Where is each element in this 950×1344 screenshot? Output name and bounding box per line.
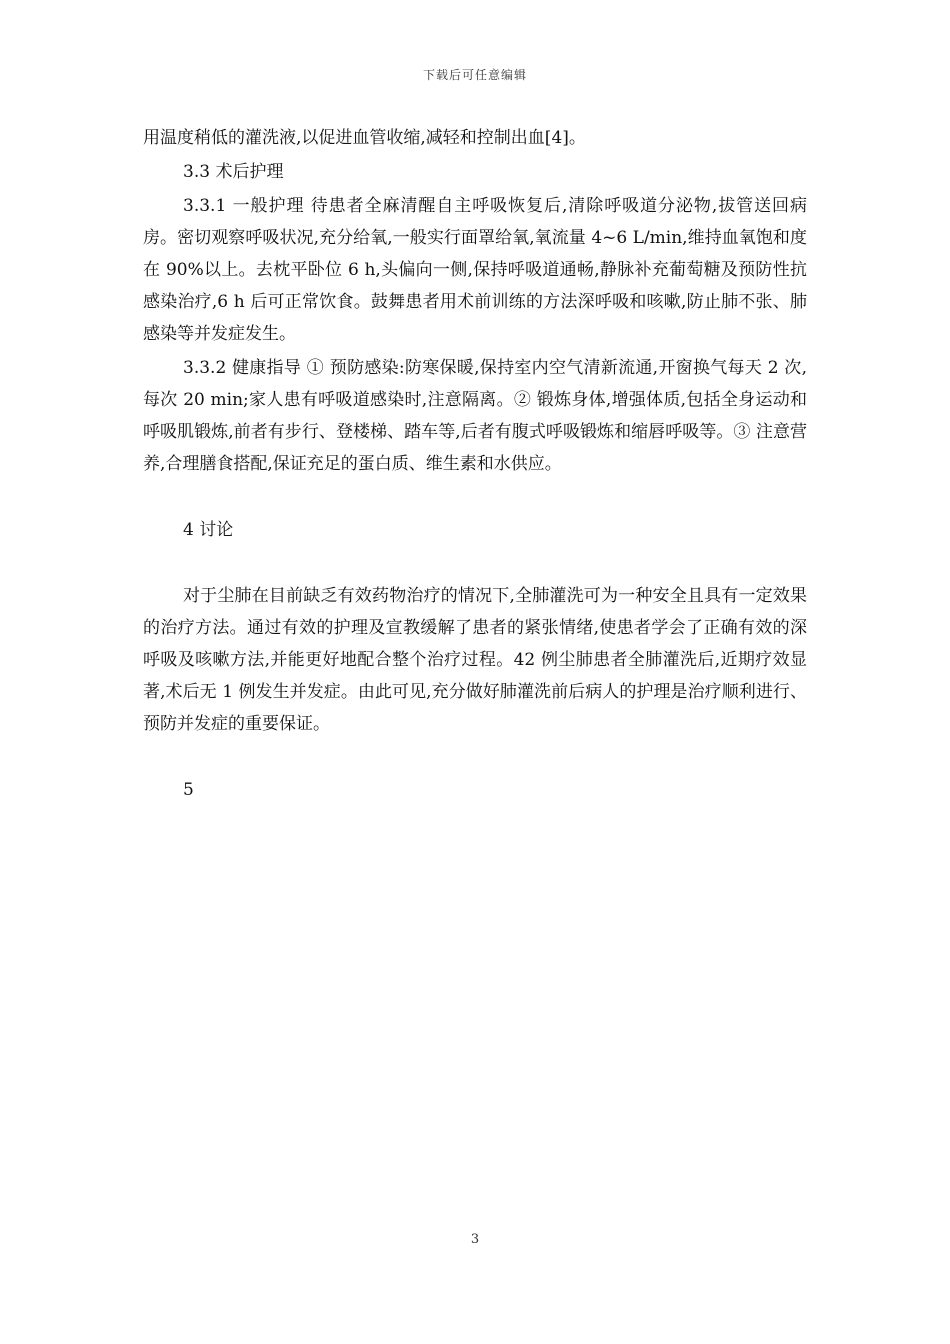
spacer <box>143 546 807 580</box>
page-number: 3 <box>470 1232 480 1247</box>
spacer <box>143 480 807 514</box>
document-body <box>143 122 807 806</box>
section-heading-4: 4 讨论 <box>183 520 234 540</box>
spacer <box>143 740 807 774</box>
section-heading-3-3: 3.3 术后护理 <box>183 162 284 182</box>
section-heading-5: 5 <box>183 780 194 800</box>
paragraph-4: 对于尘肺在目前缺乏有效药物治疗的情况下,全肺灌洗可为一种安全且具有一定效果的治疗方法。通过有效的护理及宣教缓解了患者的紧张情绪,使患者学会了正确有效的深呼吸及咳嗽方法,并能更好地配合整个治疗过程。42 例尘肺患者全肺灌洗后,近期疗效显著,术后无 1 例发生并发症。由此可见,充分做好肺灌洗前后病人的护理是治疗顺利进行、预防并发症的重要保证。 <box>143 586 807 734</box>
paragraph-continuation: 用温度稍低的灌洗液,以促进血管收缩,减轻和控制出血[4]。 <box>143 128 586 148</box>
page-header: 下载后可任意编辑 <box>422 68 527 82</box>
paragraph-3-3-2: 3.3.2 健康指导 ① 预防感染:防寒保暖,保持室内空气清新流通,开窗换气每天 2 次,每次 20 min;家人患有呼吸道感染时,注意隔离。② 锻炼身体,增强体质,包括全身运动和呼吸肌锻炼,前者有步行、登楼梯、踏车等,后者有腹式呼吸锻炼和缩唇呼吸等。③ 注意营养,合理膳食搭配,保证充足的蛋白质、维生素和水供应。 <box>143 358 807 474</box>
paragraph-3-3-1: 3.3.1 一般护理 待患者全麻清醒自主呼吸恢复后,清除呼吸道分泌物,拔管送回病房。密切观察呼吸状况,充分给氧,一般实行面罩给氧,氧流量 4~6 L/min,维持血氧饱和度在 90%以上。去枕平卧位 6 h,头偏向一侧,保持呼吸道通畅,静脉补充葡萄糖及预防性抗感染治疗,6 h 后可正常饮食。鼓舞患者用术前训练的方法深呼吸和咳嗽,防止肺不张、肺感染等并发症发生。 <box>143 196 807 344</box>
